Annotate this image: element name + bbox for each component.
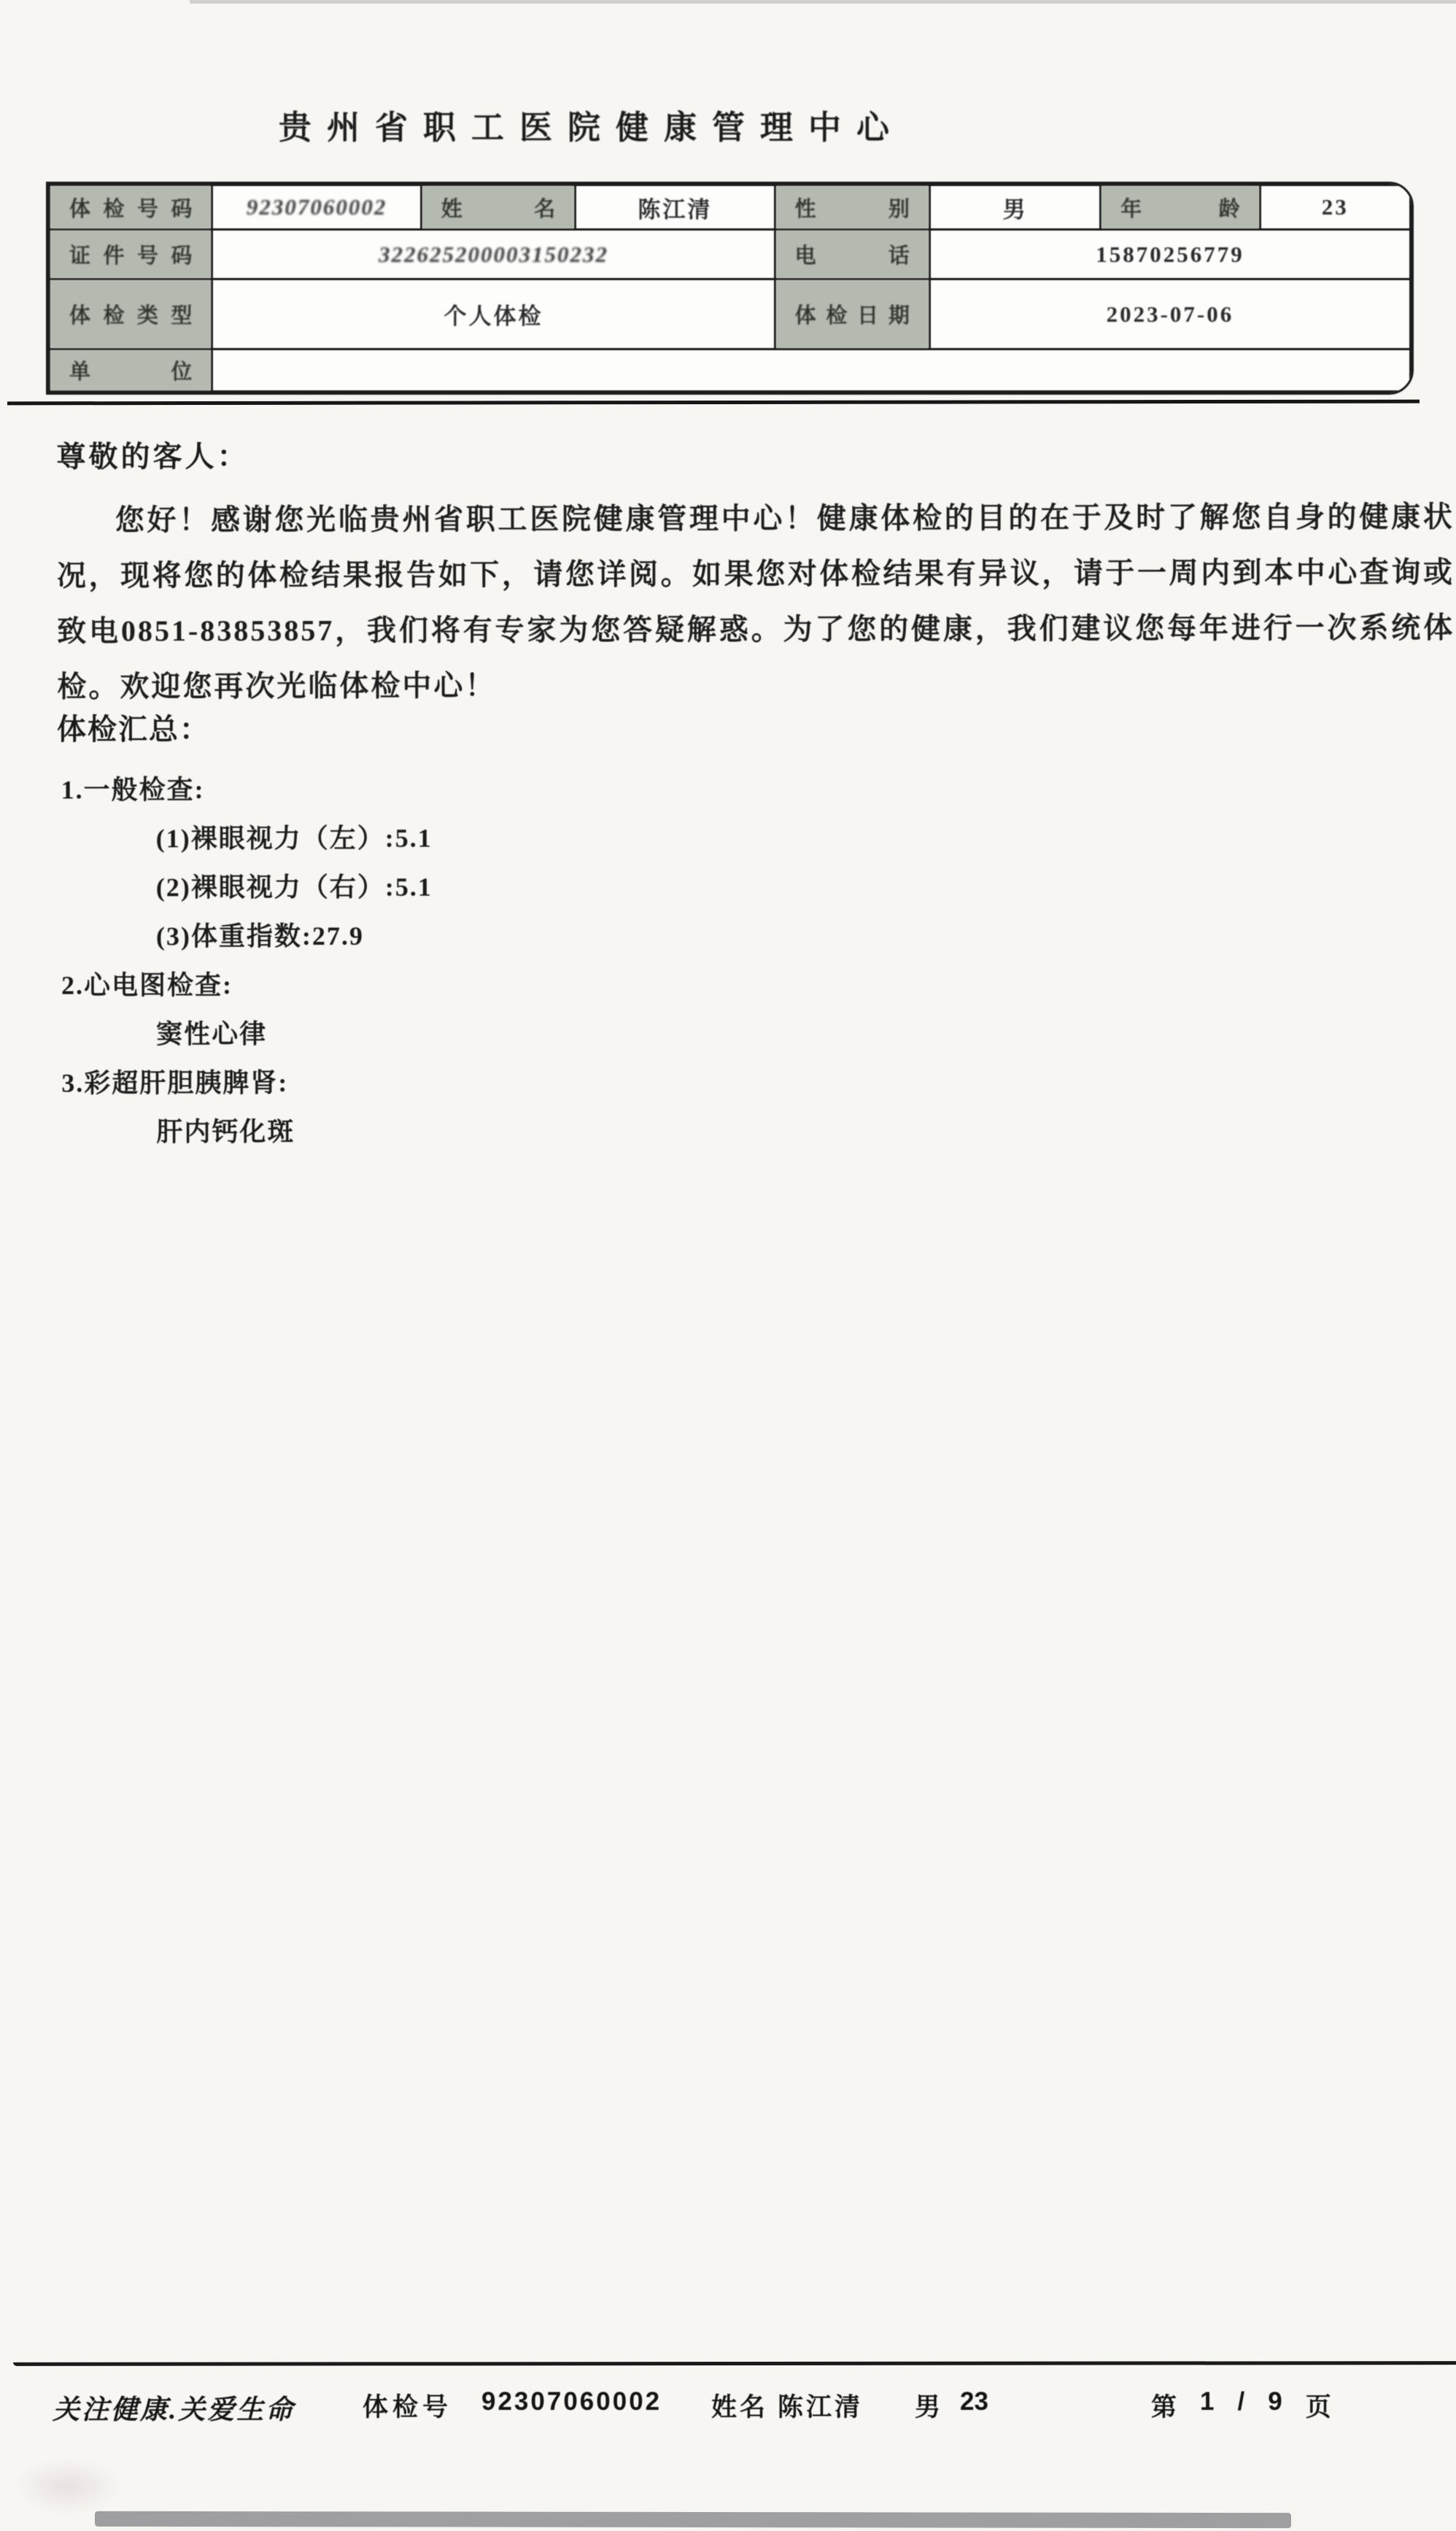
page-footer	[0, 2384, 1456, 2425]
table-row	[50, 185, 1411, 230]
table-row	[50, 279, 1411, 349]
footer-age: 23	[960, 2387, 988, 2416]
scan-edge-bottom	[95, 2511, 1291, 2528]
footer-exam-number-label: 体检号	[363, 2393, 453, 2422]
letter-body: 您好！感谢您光临贵州省职工医院健康管理中心！健康体检的目的在于及时了解您自身的健康状况，现将您的体检结果报告如下，请您详阅。如果您对体检结果有异议，请于一周内到本中心查询或致电0851-83853857，我们将有专家为您答疑解惑。为了您的健康，我们建议您每年进行一次系统体检。欢迎您再次光临体检中心！	[56, 500, 1455, 703]
footer-name: 陈江清	[778, 2393, 864, 2422]
summary-item-1-detail-2: (2)裸眼视力（右）:5.1	[155, 872, 433, 903]
label-id-number: 证件号码	[50, 230, 212, 279]
page-prefix: 第	[1151, 2393, 1177, 2422]
summary-item-3-detail-1: 肝内钙化斑	[156, 1116, 295, 1147]
summary-heading: 体检汇总：	[57, 713, 210, 746]
value-name: 陈江清	[576, 185, 775, 230]
label-age: 年龄	[1101, 185, 1260, 230]
table-row	[50, 349, 1411, 392]
footer-slogan: 关注健康.关爱生命	[53, 2395, 295, 2425]
letter-salutation: 尊敬的客人：	[56, 439, 249, 474]
label-exam-number: 体检号码	[50, 185, 212, 230]
footer-exam-number: 92307060002	[481, 2387, 662, 2416]
scan-edge-top	[190, 0, 1456, 4]
label-work-unit: 单位	[50, 349, 212, 392]
table-row	[50, 230, 1411, 279]
page-separator: /	[1237, 2387, 1245, 2416]
value-exam-type: 个人体检	[212, 279, 775, 349]
label-exam-type: 体检类型	[50, 279, 212, 349]
summary-item-1-detail-3: (3)体重指数:27.9	[155, 921, 364, 951]
value-id-number: 322625200003150232	[212, 230, 775, 279]
summary-item-2-detail-1: 窦性心律	[156, 1019, 268, 1049]
hospital-title: 贵州省职工医院健康管理中心	[279, 109, 905, 146]
summary-item-3: 3.彩超肝胆胰脾肾:	[61, 1067, 289, 1098]
value-sex: 男	[929, 185, 1100, 230]
label-sex: 性别	[775, 185, 929, 230]
footer-name-label: 姓名	[711, 2393, 769, 2422]
value-exam-date: 2023-07-06	[929, 279, 1410, 349]
scan-smudge	[13, 2457, 123, 2516]
value-exam-number: 92307060002	[212, 185, 421, 230]
value-phone: 15870256779	[929, 230, 1410, 279]
summary-item-2: 2.心电图检查:	[61, 970, 233, 1000]
summary-item-1-detail-1: (1)裸眼视力（左）:5.1	[155, 823, 433, 854]
value-work-unit	[212, 349, 1411, 392]
page-current: 1	[1200, 2387, 1215, 2416]
label-name: 姓名	[421, 185, 575, 230]
summary-list	[0, 763, 1386, 1156]
label-exam-date: 体检日期	[775, 279, 929, 349]
divider-line	[7, 400, 1420, 406]
page-total: 9	[1268, 2387, 1282, 2416]
page-suffix: 页	[1305, 2393, 1331, 2422]
footer-divider-line	[13, 2361, 1456, 2366]
summary-item-1: 1.一般检查:	[61, 775, 205, 805]
greeting-letter	[56, 430, 1455, 714]
label-phone: 电话	[775, 230, 929, 279]
footer-sex: 男	[915, 2393, 941, 2422]
patient-info-table	[46, 182, 1414, 395]
footer-page-indicator	[1151, 2387, 1331, 2424]
value-age: 23	[1260, 185, 1410, 230]
